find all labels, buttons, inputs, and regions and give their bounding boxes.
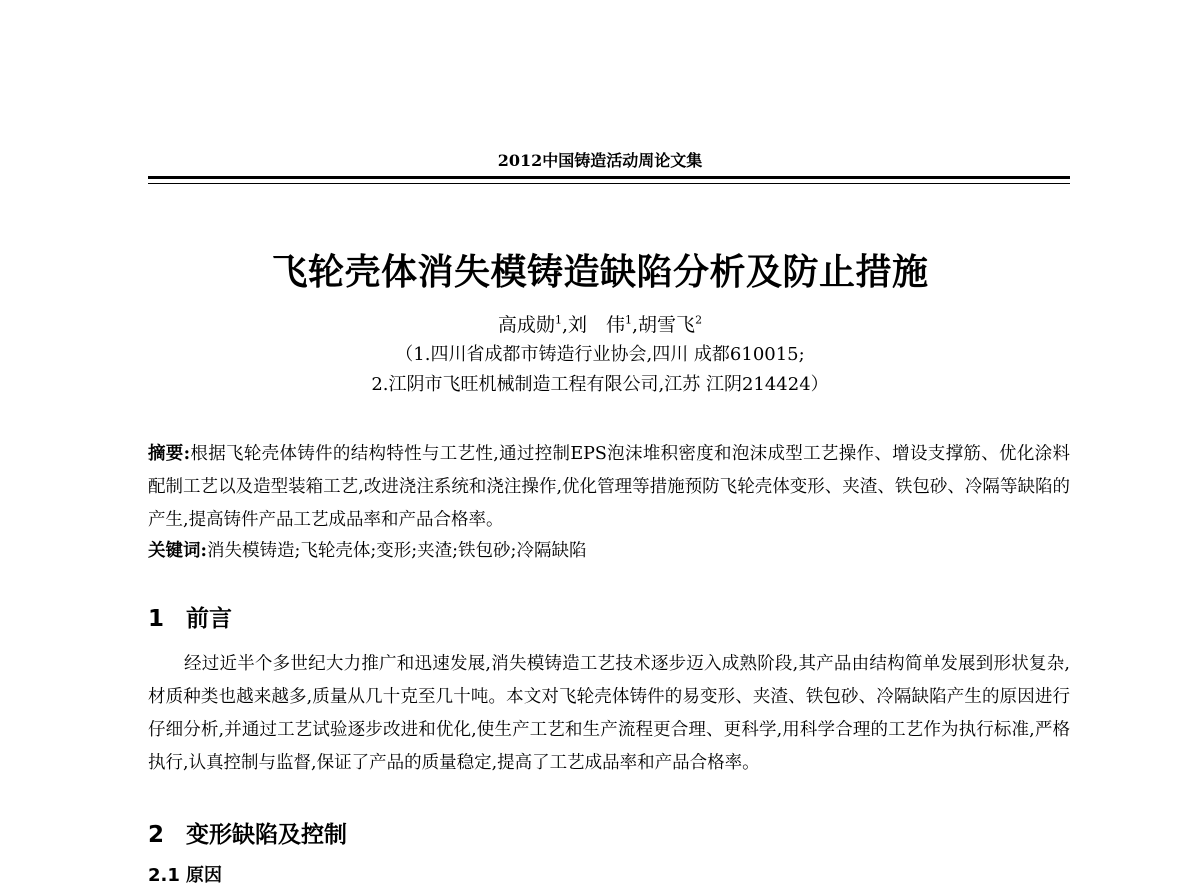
author-name: 胡雪飞 <box>638 314 696 336</box>
header-rule-thin <box>148 183 1070 184</box>
author-name: 刘 伟 <box>567 314 625 336</box>
subsection-title: 原因 <box>186 865 222 886</box>
header-rule-thick <box>148 176 1070 179</box>
paper-title: 飞轮壳体消失模铸造缺陷分析及防止措施 <box>271 252 929 293</box>
section-number: 1 <box>148 606 165 632</box>
running-header: 2012中国铸造活动周论文集 <box>497 151 703 170</box>
author-affiliation-mark: 1 <box>554 313 562 327</box>
abstract <box>148 438 1070 537</box>
author-line <box>0 312 1200 338</box>
affiliation-line-1: （1.四川省成都市铸造行业协会,四川 成都610015; <box>395 344 805 365</box>
section-heading-deformation <box>148 820 347 850</box>
section-title: 前言 <box>186 606 232 632</box>
abstract-text: 根据飞轮壳体铸件的结构特性与工艺性,通过控制EPS泡沫堆积密度和泡沫成型工艺操作、增设支撑筋、优化涂料配制工艺以及造型装箱工艺,改进浇注系统和浇注操作,优化管理等措施预防飞轮壳体变形、夹渣、铁包砂、冷隔等缺陷的产生,提高铸件产品工艺成品率和产品合格率。 <box>148 444 1070 530</box>
section-number: 2 <box>148 822 165 848</box>
intro-paragraph: 经过近半个多世纪大力推广和迅速发展,消失模铸造工艺技术逐步迈入成熟阶段,其产品由结构简单发展到形状复杂,材质种类也越来越多,质量从几十克至几十吨。本文对飞轮壳体铸件的易变形、夹渣、铁包砂、冷隔缺陷产生的原因进行仔细分析,并通过工艺试验逐步改进和优化,使生产工艺和生产流程更合理、更科学,用科学合理的工艺作为执行标准,严格执行,认真控制与监督,保证了产品的质量稳定,提高了工艺成品率和产品合格率。 <box>148 654 1070 773</box>
author-separator: , <box>632 314 639 336</box>
subsection-number: 2.1 <box>148 865 180 886</box>
keywords-text: 消失模铸造;飞轮壳体;变形;夹渣;铁包砂;冷隔缺陷 <box>206 541 587 561</box>
section-title: 变形缺陷及控制 <box>186 822 347 848</box>
keywords <box>148 537 1070 565</box>
abstract-label: 摘要: <box>148 444 191 464</box>
author-affiliation-mark: 1 <box>625 313 632 327</box>
section-heading-introduction <box>148 604 232 634</box>
author-affiliation-mark: 2 <box>695 313 703 327</box>
subsection-heading-cause <box>148 865 222 887</box>
author-separator: , <box>561 314 568 336</box>
affiliation-line-2: 2.江阴市飞旺机械制造工程有限公司,江苏 江阴214424） <box>371 374 829 395</box>
keywords-label: 关键词: <box>148 541 207 561</box>
author-name: 高成勋 <box>497 314 555 336</box>
